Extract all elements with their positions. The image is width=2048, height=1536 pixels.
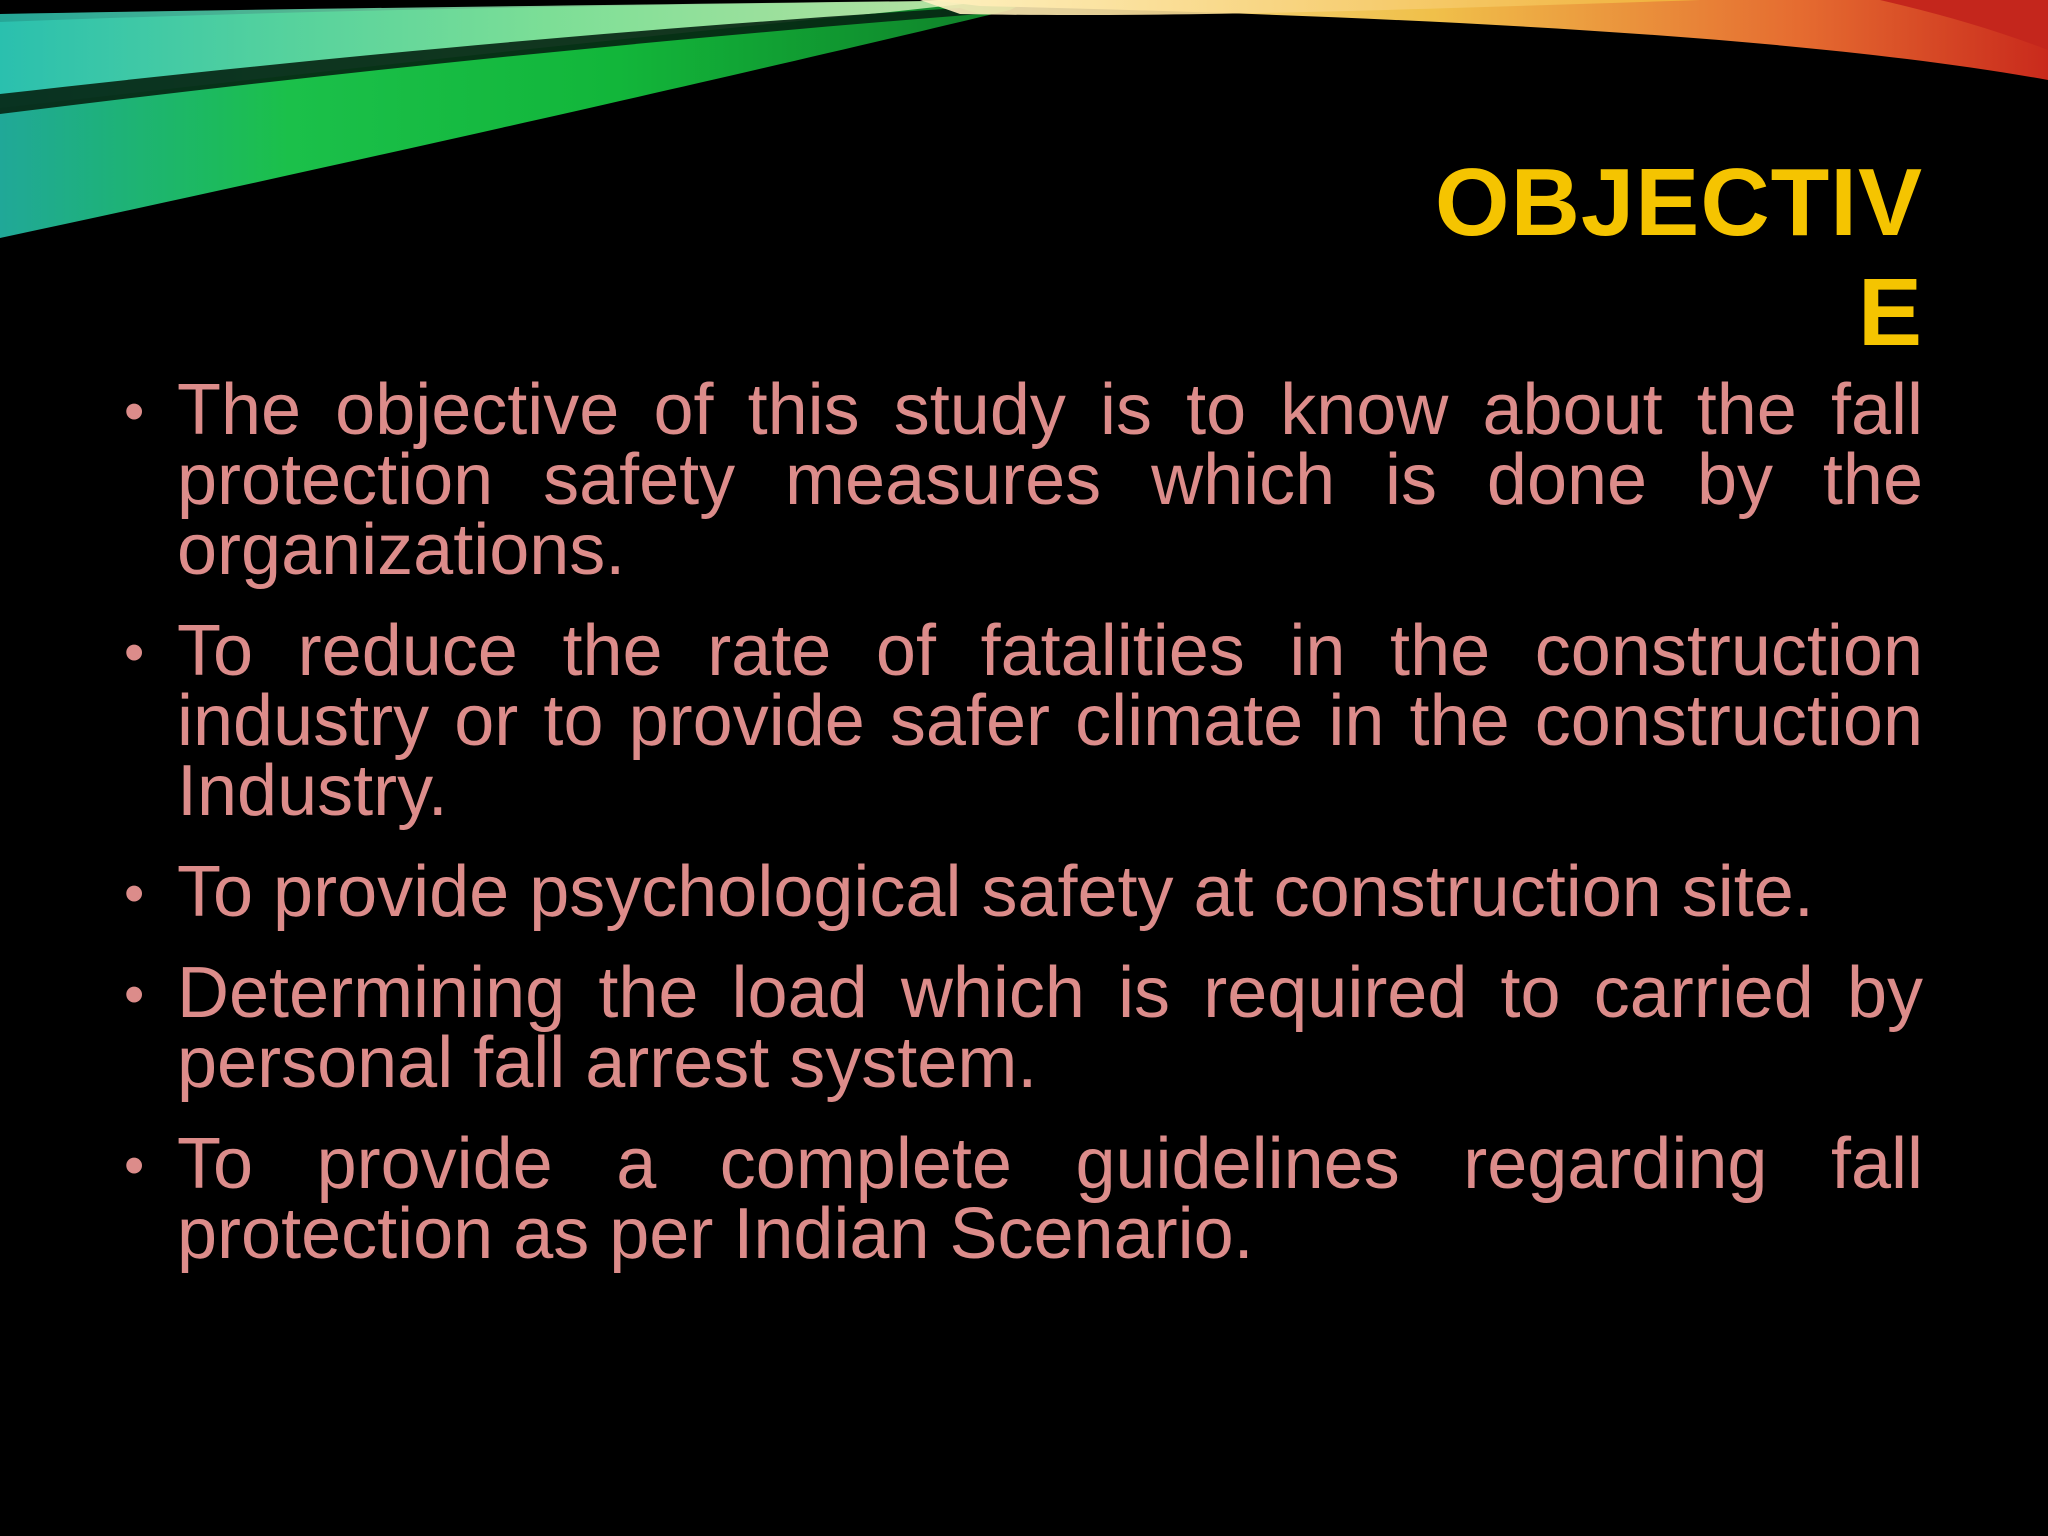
slide-title: OBJECTIVE bbox=[1434, 149, 1923, 366]
bullet-text: To provide a complete guidelines regarding fall protection as per Indian Scenario. bbox=[177, 1124, 1923, 1274]
bullet-marker: • bbox=[124, 962, 145, 1027]
bullet-marker: • bbox=[124, 861, 145, 926]
bullet-item bbox=[124, 370, 1923, 590]
bullet-marker: • bbox=[124, 620, 145, 685]
bullet-text: Determining the load which is required to carried by personal fall arrest system. bbox=[177, 953, 1923, 1103]
bullet-marker: • bbox=[124, 1133, 145, 1198]
bullet-text: To provide psychological safety at construction site. bbox=[177, 852, 1814, 932]
bullet-item bbox=[124, 1124, 1923, 1274]
bullet-item bbox=[124, 953, 1923, 1103]
bullet-list bbox=[124, 370, 1923, 1300]
bullet-item bbox=[124, 852, 1923, 932]
bullet-marker: • bbox=[124, 379, 145, 444]
bullet-text: The objective of this study is to know about the fall protection safety measures which is done by the organizations. bbox=[177, 370, 1923, 590]
bullet-text: To reduce the rate of fatalities in the construction industry or to provide safer climate in the construction Industry. bbox=[177, 611, 1923, 831]
bullet-item bbox=[124, 611, 1923, 831]
